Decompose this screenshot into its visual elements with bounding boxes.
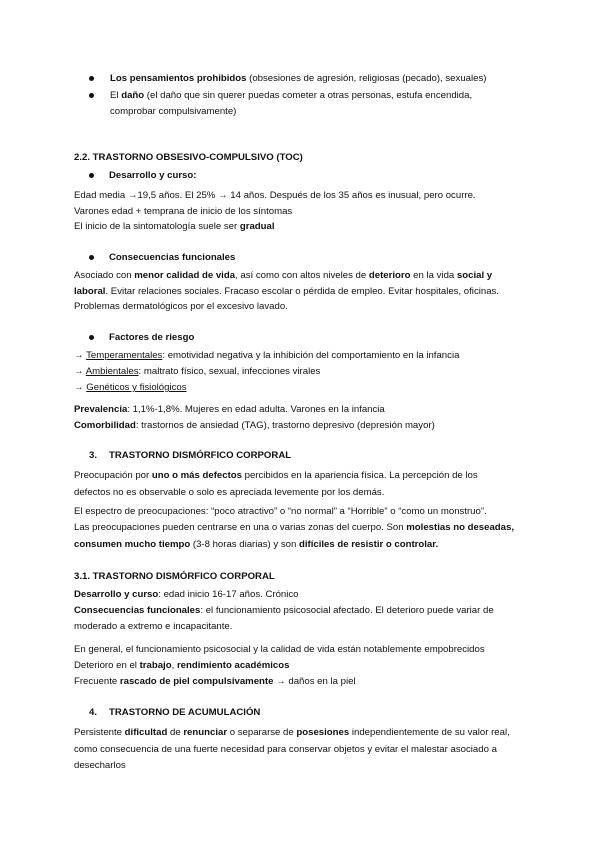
section-title-toc: 2.2. TRASTORNO OBSESIVO-COMPULSIVO (TOC) [74,152,303,163]
text-line: En general, el funcionamiento psicosocial y la calidad de vida están notablemente empobrecidos [74,644,485,655]
heading-consecuencias: Consecuencias funcionales [109,252,236,263]
text-line: Consecuencias funcionales: el funcionamiento psicosocial afectado. El deterioro puede variar de [74,605,494,616]
prevalencia-line: Prevalencia: 1,1%-1,8%. Mujeres en edad adulta. Varones en la infancia [74,404,385,415]
section-number: 3. [89,450,98,461]
text-line: El espectro de preocupaciones: “poco atractivo” o “no normal” a “Horrible” o “como un monstruo”. [74,506,487,517]
section-number: 4. [89,707,98,718]
risk-geneticos: → Genéticos y fisiológicos [74,382,187,393]
bullet-dot [89,173,94,178]
section-title-acumulacion: TRASTORNO DE ACUMULACIÓN [109,707,261,718]
bullet-dano: El daño (el daño que sin querer puedas cometer a otras personas, estufa encendida, [110,90,473,101]
bullet-dano-cont: comprobar compulsivamente) [110,106,237,117]
section-title-dismorfico: TRASTORNO DISMÓRFICO CORPORAL [109,450,292,461]
text-line: moderado a extremo e incapacitante. [74,621,233,632]
risk-temperamentales: → Temperamentales: emotividad negativa y la inhibición del comportamiento en la infancia [74,350,460,361]
heading-riesgo: Factores de riesgo [109,332,195,343]
text-line: Deterioro en el trabajo, rendimiento académicos [74,660,290,671]
bullet-dot [89,255,94,260]
bullet-pensamientos: Los pensamientos prohibidos (obsesiones de agresión, religiosas (pecado), sexuales) [110,73,487,84]
text-line: Desarrollo y curso: edad inicio 16-17 años. Crónico [74,589,299,600]
text-line: Asociado con menor calidad de vida, así como con altos niveles de deterioro en la vida social y [74,270,493,281]
text-line: Las preocupaciones pueden centrarse en una o varias zonas del cuerpo. Son molestias no deseadas, [74,522,514,533]
text-line: laboral. Evitar relaciones sociales. Fracaso escolar o pérdida de empleo. Evitar hospitales, oficinas. [74,286,500,297]
text-line: Varones edad + temprana de inicio de los síntomas [74,206,293,217]
section-title-dismorfico-31: 3.1. TRASTORNO DISMÓRFICO CORPORAL [74,571,275,582]
text-line: desecharlos [74,760,126,771]
text-line: defectos no es observable o solo es apreciada levemente por los demás. [74,487,385,498]
text-line: como consecuencia de una fuerte necesidad para conservar objetos y evitar el malestar asociado a [74,744,497,755]
text-line: consumen mucho tiempo (3-8 horas diarias) y son difíciles de resistir o controlar. [74,539,439,550]
text-line: Edad media →19,5 años. El 25% → 14 años. Después de los 35 años es inusual, pero ocurre. [74,190,476,201]
heading-desarrollo: Desarrollo y curso: [109,170,197,181]
text-line: El inicio de la sintomatología suele ser gradual [74,221,275,232]
bullet-dot [89,335,94,340]
comorbilidad-line: Comorbilidad: trastornos de ansiedad (TAG), trastorno depresivo (depresión mayor) [74,420,435,431]
bullet-dot [89,76,94,81]
risk-ambientales: → Ambientales: maltrato físico, sexual, infecciones virales [74,366,321,377]
bullet-dot [89,93,94,98]
text-line: Persistente dificultad de renunciar o separarse de posesiones independientemente de su valor real, [74,727,510,738]
text-line: Frecuente rascado de piel compulsivamente → daños en la piel [74,676,356,687]
text-line: Preocupación por uno o más defectos percibidos en la apariencia física. La percepción de los [74,470,478,481]
text-line: Problemas dermatológicos por el excesivo lavado. [74,301,288,312]
